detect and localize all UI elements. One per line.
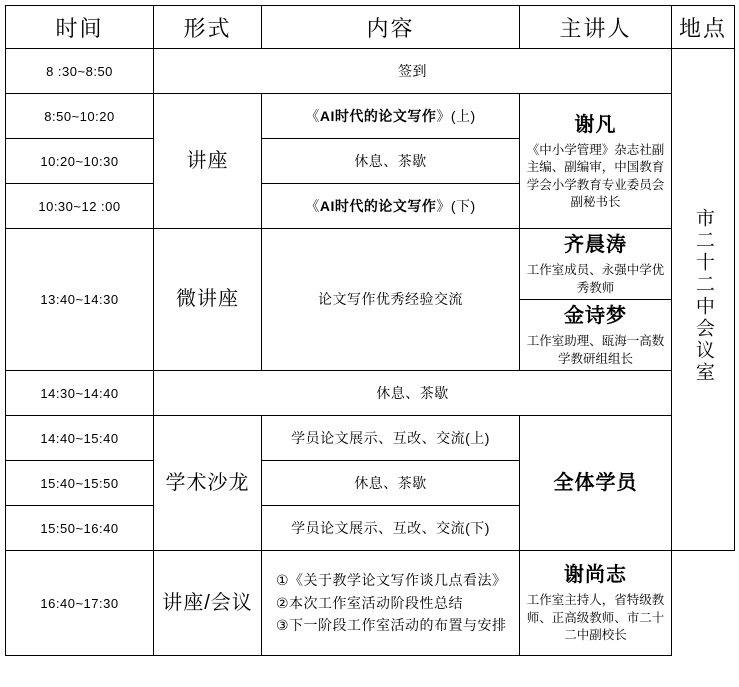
content-emphasis: AI时代的论文写作 [319,197,437,214]
row-speaker [520,94,672,229]
header-speaker: 主讲人 [520,6,672,49]
row-form: 学术沙龙 [154,416,262,551]
row-content: 学员论文展示、互改、交流(下) [262,506,520,551]
schedule-sheet [0,5,739,687]
row-speaker [520,229,672,300]
speaker-name: 齐晨涛 [564,234,627,256]
table-row [6,371,735,416]
table-row [6,416,735,461]
row-content [262,184,520,229]
row-form: 讲座 [154,94,262,229]
row-speaker [520,416,672,551]
row-content: 学员论文展示、互改、交流(上) [262,416,520,461]
row-content: 休息、茶歇 [262,139,520,184]
speaker-name: 谢凡 [574,113,617,136]
row-content [262,551,520,656]
speaker-name: 全体学员 [553,471,638,494]
row-time: 10:30~12 :00 [6,184,154,229]
content-suffix: 》(上) [436,107,476,124]
table-row [6,49,735,94]
row-content: 论文写作优秀经验交流 [262,229,520,371]
content-line: ①《关于教学论文写作谈几点看法》 [276,572,507,589]
row-time: 14:30~14:40 [6,371,154,416]
header-time: 时间 [6,6,154,49]
row-form [154,551,262,656]
row-content: 签到 [154,49,672,94]
place-label: 市二十二中会议室 [692,208,714,385]
content-line: ②本次工作室活动阶段性总结 [276,594,464,611]
speaker-description: 工作室助理、瓯海一高数学教研组组长 [526,334,665,366]
content-suffix: 》(下) [436,197,476,214]
row-content [262,94,520,139]
place-cell [672,49,735,551]
header-form: 形式 [154,6,262,49]
header-place: 地点 [672,6,735,49]
row-form: 微讲座 [154,229,262,371]
row-speaker [520,300,672,371]
speaker-description: 工作室成员、永强中学优秀教师 [526,263,665,295]
row-time: 14:40~15:40 [6,416,154,461]
header-content: 内容 [262,6,520,49]
speaker-description: 工作室主持人，省特级教师、正高级教师、市二十二中副校长 [526,593,665,643]
speaker-description: 《中小学管理》杂志社副主编、副编审，中国教育学会小学教育专业委员会副秘书长 [526,142,665,209]
speaker-name: 金诗梦 [564,305,627,327]
row-time: 8:50~10:20 [6,94,154,139]
content-line: ③下一阶段工作室活动的布置与安排 [276,617,507,634]
row-time: 16:40~17:30 [6,551,154,656]
row-time: 15:50~16:40 [6,506,154,551]
content-emphasis: AI时代的论文写作 [319,107,437,124]
table-row [6,94,735,139]
schedule-table [5,5,735,656]
content-prefix: 《 [305,107,320,124]
row-content: 休息、茶歇 [154,371,672,416]
row-time: 10:20~10:30 [6,139,154,184]
table-row [6,551,735,656]
row-time: 13:40~14:30 [6,229,154,371]
row-time: 8 :30~8:50 [6,49,154,94]
row-form-label: 讲座/会议 [162,591,253,614]
table-row [6,229,735,300]
row-speaker [520,551,672,656]
row-content: 休息、茶歇 [262,461,520,506]
speaker-name: 谢尚志 [564,564,627,587]
table-header-row [6,6,735,49]
content-prefix: 《 [305,197,320,214]
row-time: 15:40~15:50 [6,461,154,506]
